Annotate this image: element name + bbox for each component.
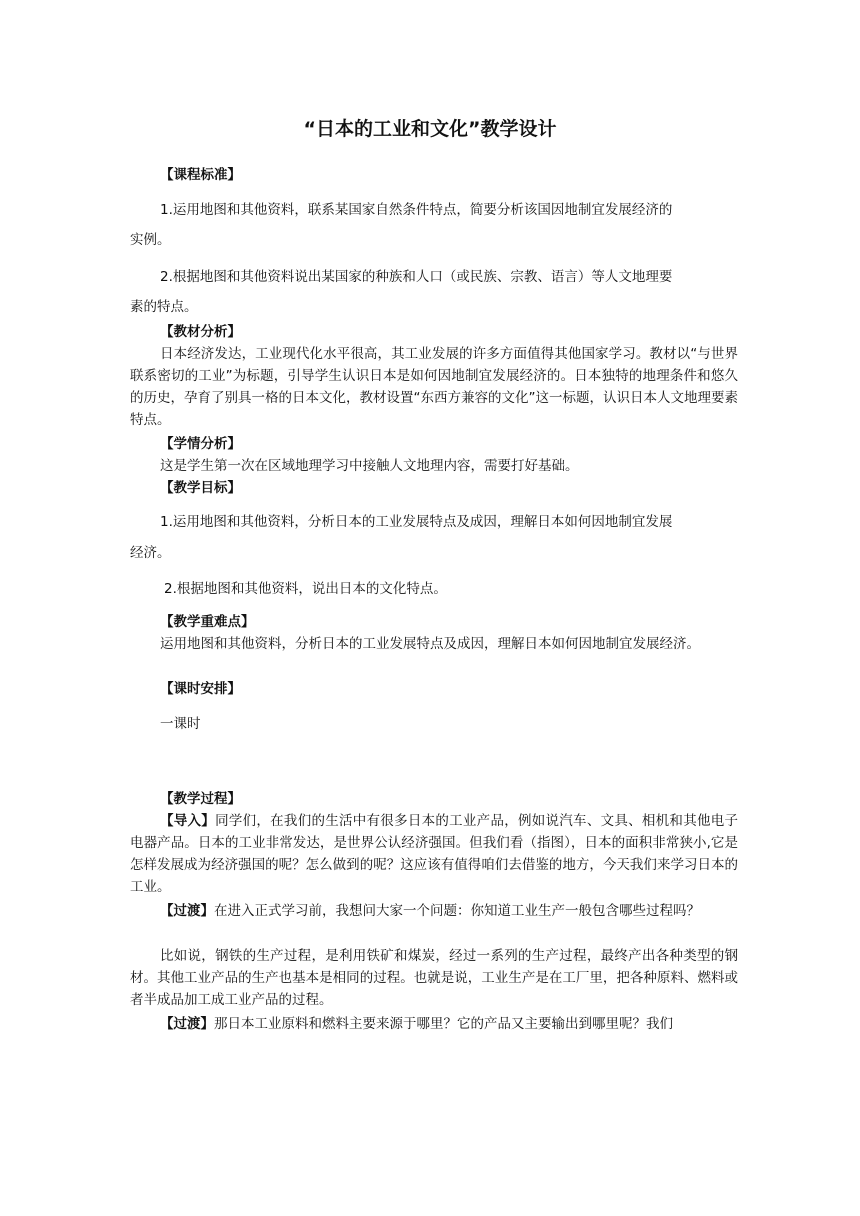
key-points-text: 运用地图和其他资料，分析日本的工业发展特点及成因，理解日本如何因地制宜发展经济。 <box>160 636 700 652</box>
process-transition-2 <box>130 1013 738 1035</box>
process-transition-1 <box>130 900 738 922</box>
heading-teaching-process: 【教学过程】 <box>160 791 241 807</box>
transition-1-text: 在进入正式学习前，我想问大家一个问题：你知道工业生产一般包含哪些过程吗？ <box>214 903 700 919</box>
heading-key-points: 【教学重难点】 <box>160 614 255 630</box>
heading-teaching-goals: 【教学目标】 <box>160 480 241 496</box>
process-example: 比如说，钢铁的生产过程，是利用铁矿和煤炭，经过一系列的生产过程，最终产出各种类型的钢材。其他工业产品的生产也基本是相同的过程。也就是说，工业生产是在工厂里，把各种原料、燃料或者半成品加工成工业产品的过程。 <box>130 948 738 1008</box>
transition-1-label: 【过渡】 <box>160 903 214 919</box>
standard-item-1-line2: 实例。 <box>130 232 171 248</box>
standard-item-2-line2: 素的特点。 <box>130 299 198 315</box>
heading-material-analysis: 【教材分析】 <box>160 324 241 340</box>
heading-course-standard: 【课程标准】 <box>160 167 241 183</box>
student-analysis-text: 这是学生第一次在区域地理学习中接触人文地理内容，需要打好基础。 <box>160 458 579 474</box>
goal-1-line2: 经济。 <box>130 545 171 561</box>
goal-2: 2.根据地图和其他资料，说出日本的文化特点。 <box>164 581 447 597</box>
goal-1-line1: 1.运用地图和其他资料，分析日本的工业发展特点及成因，理解日本如何因地制宜发展 <box>160 514 673 530</box>
schedule-text: 一课时 <box>160 716 201 732</box>
process-intro <box>130 810 738 898</box>
intro-label: 【导入】 <box>160 813 216 829</box>
document-title: “日本的工业和文化”教学设计 <box>303 118 557 140</box>
heading-student-analysis: 【学情分析】 <box>160 436 241 452</box>
standard-item-2-line1: 2.根据地图和其他资料说出某国家的种族和人口（或民族、宗教、语言）等人文地理要 <box>160 269 673 285</box>
heading-schedule: 【课时安排】 <box>160 681 241 697</box>
transition-2-label: 【过渡】 <box>160 1016 214 1032</box>
standard-item-1-line1: 1.运用地图和其他资料，联系某国家自然条件特点，简要分析该国因地制宜发展经济的 <box>160 202 673 218</box>
material-analysis-text: 日本经济发达，工业现代化水平很高，其工业发展的许多方面值得其他国家学习。教材以“与世界联系密切的工业”为标题，引导学生认识日本是如何因地制宜发展经济的。日本独特的地理条件和悠久的历史，孕育了别具一格的日本文化，教材设置“东西方兼容的文化”这一标题，认识日本人文地理要素特点。 <box>130 346 738 428</box>
intro-text: 同学们，在我们的生活中有很多日本的工业产品，例如说汽车、文具、相机和其他电子电器产品。日本的工业非常发达，是世界公认经济强国。但我们看（指图），日本的面积非常狭小,它是怎样发展成为经济强国的呢？怎么做到的呢？这应该有值得咱们去借鉴的地方，今天我们来学习日本的工业。 <box>130 813 739 895</box>
transition-2-text: 那日本工业原料和燃料主要来源于哪里？它的产品又主要输出到哪里呢？我们 <box>214 1016 673 1032</box>
